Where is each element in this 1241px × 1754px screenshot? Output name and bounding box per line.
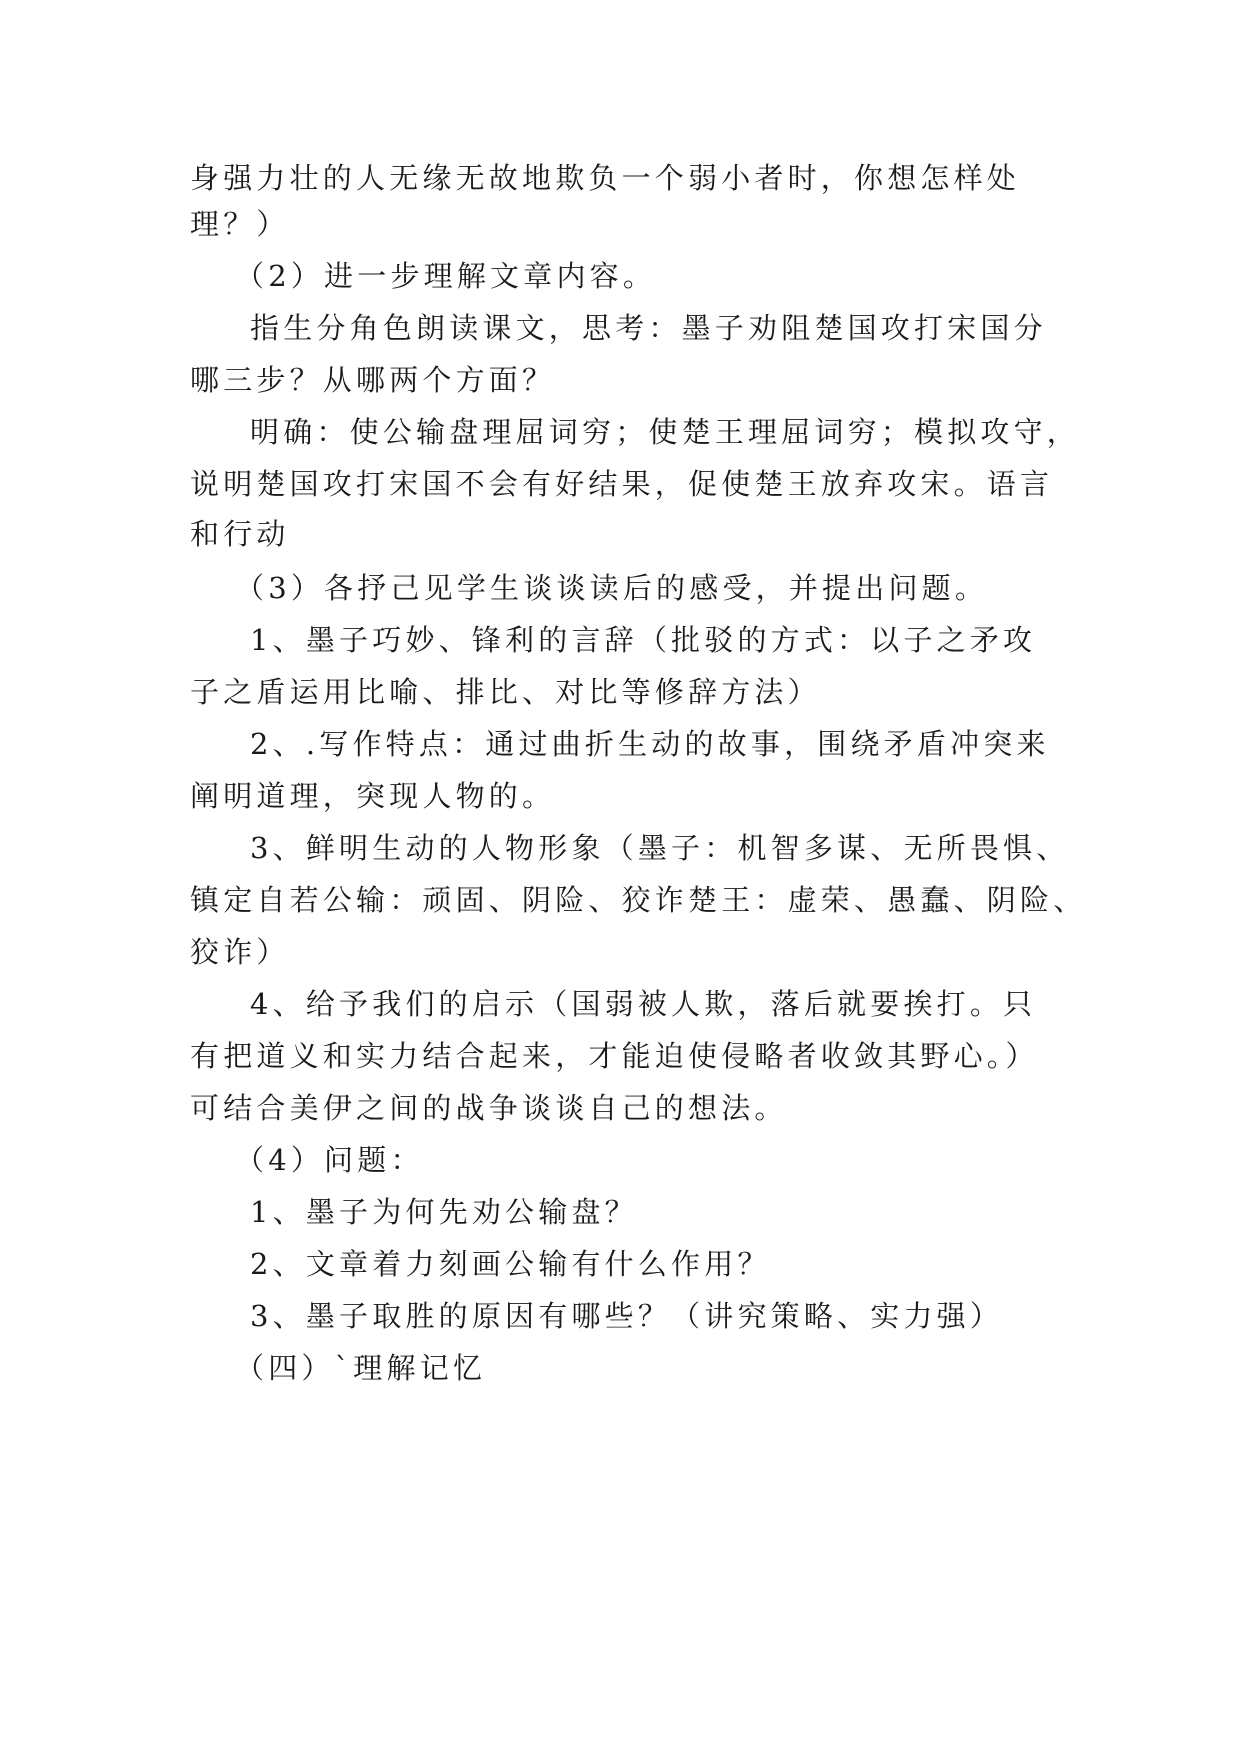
text-line: 指生分角色朗读课文，思考：墨子劝阻楚国攻打宋国分 xyxy=(250,311,1047,345)
text-line: （2）进一步理解文章内容。 xyxy=(235,259,657,293)
text-line: 4、给予我们的启示（国弱被人欺，落后就要挨打。只 xyxy=(250,987,1037,1021)
text-line: 可结合美伊之间的战争谈谈自己的想法。 xyxy=(190,1091,788,1125)
text-line: 2、.写作特点：通过曲折生动的故事，围绕矛盾冲突来 xyxy=(250,727,1050,761)
text-line: 身强力壮的人无缘无故地欺负一个弱小者时，你想怎样处 xyxy=(190,161,1021,195)
text-line: 哪三步？从哪两个方面？ xyxy=(190,363,556,397)
text-line: （4）问题： xyxy=(235,1143,424,1177)
text-line: 2、文章着力刻画公输有什么作用？ xyxy=(250,1247,771,1281)
text-line: 3、墨子取胜的原因有哪些？（讲究策略、实力强） xyxy=(250,1299,1004,1333)
text-line: 狡诈） xyxy=(190,935,290,969)
text-line: 和行动 xyxy=(190,517,290,551)
text-line: 1、墨子巧妙、锋利的言辞（批驳的方式：以子之矛攻 xyxy=(250,623,1037,657)
text-line: 明确：使公输盘理屈词穷；使楚王理屈词穷；模拟攻守， xyxy=(250,415,1081,449)
text-line: 说明楚国攻打宋国不会有好结果，促使楚王放弃攻宋。语言 xyxy=(190,467,1054,501)
text-line: 子之盾运用比喻、排比、对比等修辞方法） xyxy=(190,675,821,709)
text-line: 阐明道理，突现人物的。 xyxy=(190,779,556,813)
text-line: （3）各抒己见学生谈谈读后的感受，并提出问题。 xyxy=(235,571,989,605)
text-line: 3、鲜明生动的人物形象（墨子：机智多谋、无所畏惧、 xyxy=(250,831,1070,865)
text-line: 镇定自若公输：顽固、阴险、狡诈楚王：虚荣、愚蠢、阴险、 xyxy=(190,883,1087,917)
text-line: 1、墨子为何先劝公输盘？ xyxy=(250,1195,638,1229)
text-line: 有把道义和实力结合起来，才能迫使侵略者收敛其野心。） xyxy=(190,1039,1039,1073)
text-line: 理？） xyxy=(190,207,290,241)
text-line: （四）`理解记忆 xyxy=(235,1351,487,1385)
